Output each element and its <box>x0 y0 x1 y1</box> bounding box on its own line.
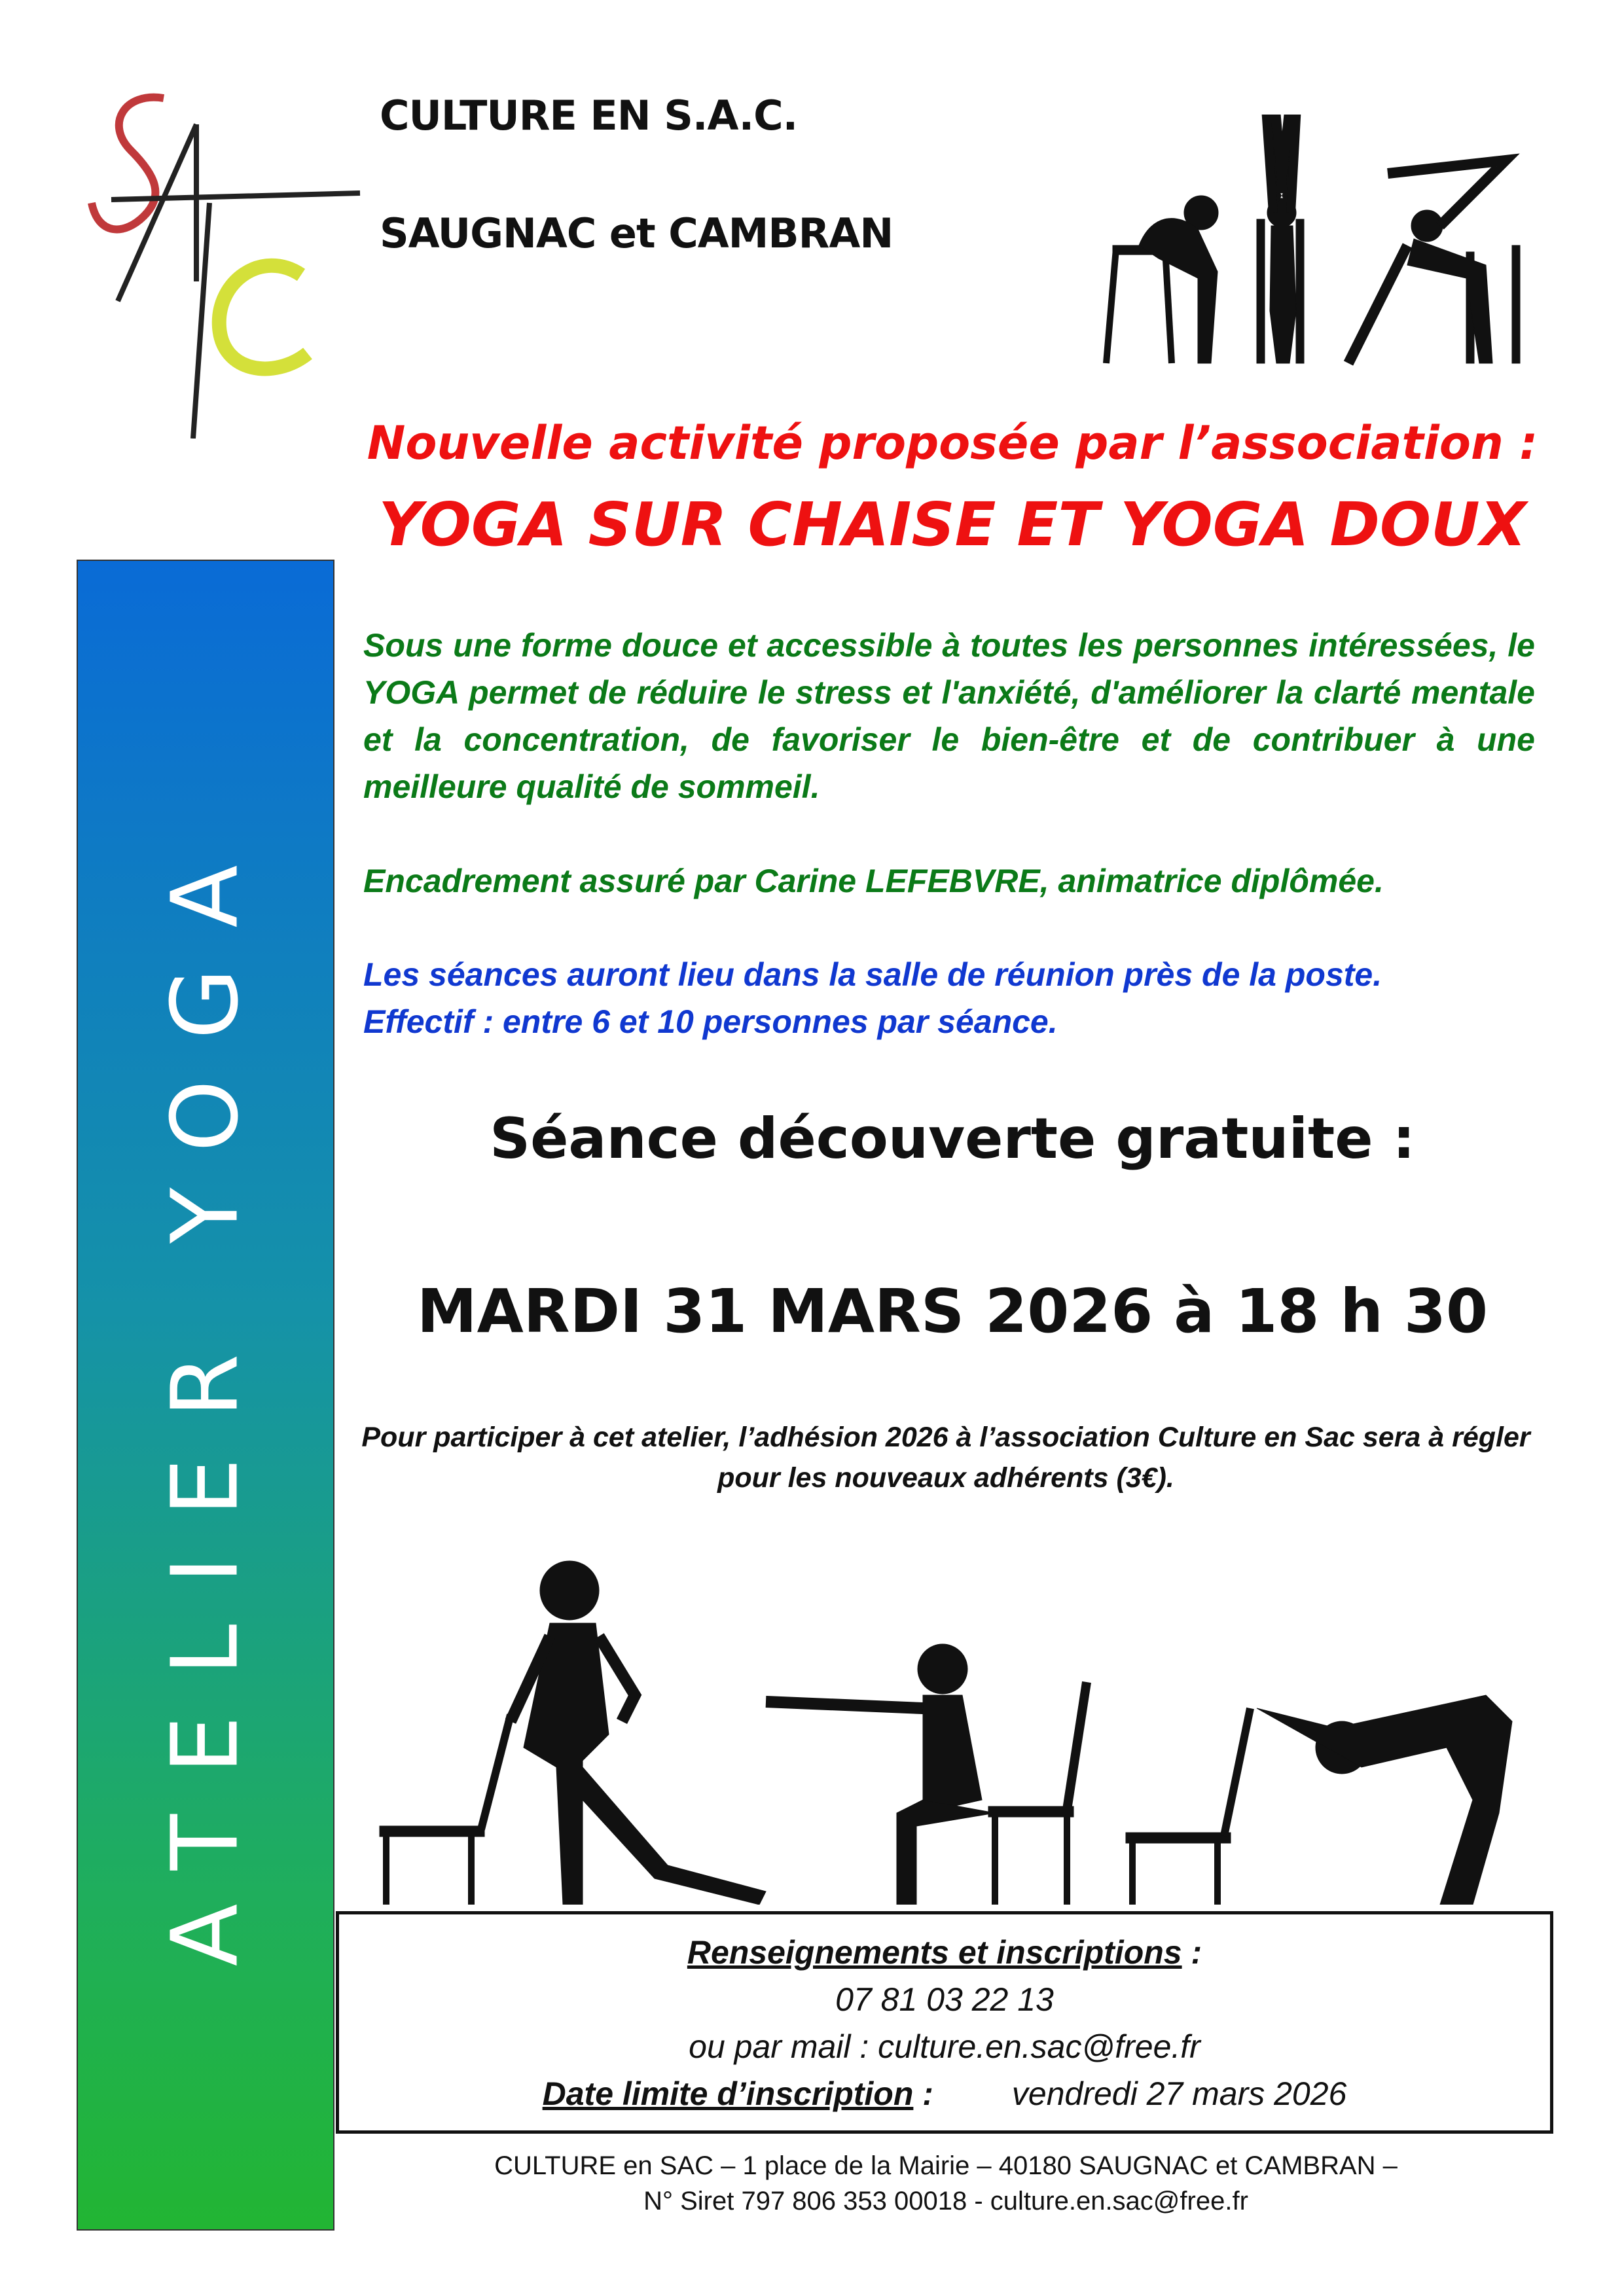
side-banner-label: ATELIER YOGA <box>152 824 259 1966</box>
event-date: MARDI 31 MARS 2026 à 18 h 30 <box>417 1276 1488 1346</box>
instructor-text: Encadrement assuré par Carine LEFEBVRE, animatrice diplômée. <box>363 863 1384 899</box>
event-heading: Séance découverte gratuite : <box>490 1106 1415 1172</box>
contact-box <box>336 1911 1553 2134</box>
contact-phone[interactable]: 07 81 03 22 13 <box>835 1981 1054 2018</box>
membership-note: Pour participer à cet atelier, l’adhésion 2026 à l’association Culture en Sac sera à régler pour les nouveaux adhérents (3€). <box>361 1422 1530 1494</box>
chair-yoga-illustration-bottom <box>373 1551 1525 1905</box>
footer-siret: N° Siret 797 806 353 00018 - culture.en.sac@free.fr <box>643 2187 1248 2215</box>
side-banner <box>77 560 334 2231</box>
contact-heading: Renseignements et inscriptions <box>687 1934 1182 1971</box>
footer-address: CULTURE en SAC – 1 place de la Mairie – 40180 SAUGNAC et CAMBRAN – <box>494 2151 1398 2180</box>
sac-logo <box>85 85 367 439</box>
contact-heading-colon: : <box>1182 1934 1202 1971</box>
deadline-value: vendredi 27 mars 2026 <box>1011 2075 1347 2112</box>
deadline-colon: : <box>913 2075 933 2112</box>
capacity-text: Effectif : entre 6 et 10 personnes par séance. <box>363 1003 1058 1040</box>
deadline-label: Date limite d’inscription <box>542 2075 914 2112</box>
org-name: CULTURE EN S.A.C. <box>380 92 798 139</box>
footer <box>340 2148 1551 2219</box>
title-line2: YOGA SUR CHAISE ET YOGA DOUX <box>378 490 1526 560</box>
town-name: SAUGNAC et CAMBRAN <box>380 209 893 257</box>
title-line1: Nouvelle activité proposée par l’association : <box>367 416 1538 470</box>
location-text: Les séances auront lieu dans la salle de réunion près de la poste. <box>363 956 1382 993</box>
contact-email[interactable]: ou par mail : culture.en.sac@free.fr <box>689 2028 1200 2065</box>
intro-paragraph: Sous une forme douce et accessible à toutes les personnes intéressées, le YOGA permet de réduire le stress et l'anxiété, d'améliorer la clarté mentale et la concentration, de favoriser le bien-être et de contribuer à une meilleure qualité de sommeil. <box>363 627 1535 805</box>
chair-yoga-illustration-top <box>1100 115 1545 376</box>
